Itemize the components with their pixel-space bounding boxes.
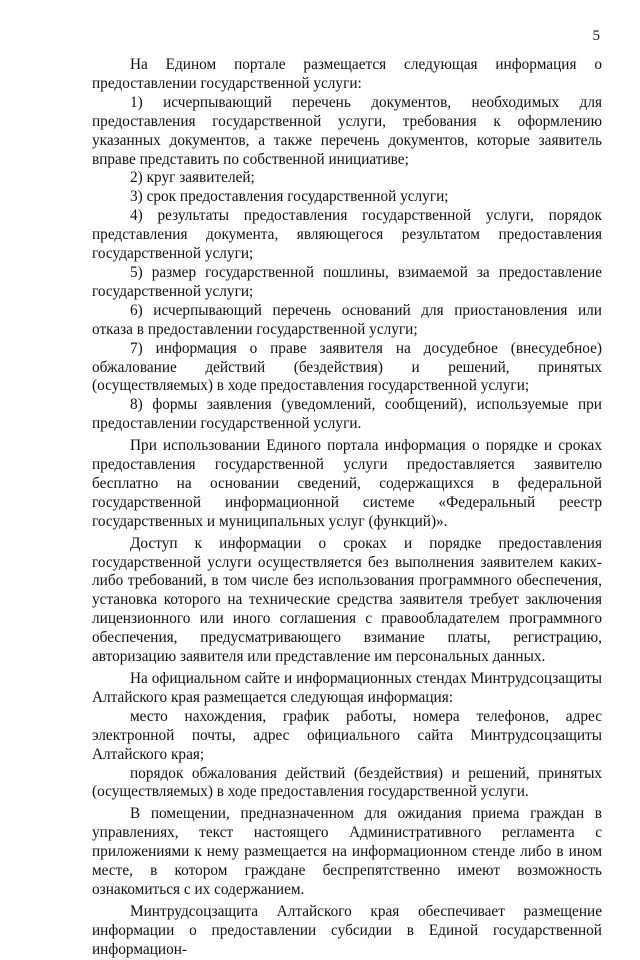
list-item: 4) результаты предоставления государственной услуги, порядок представления документа, являющегося результатом предоставления государственной услуги; [92, 207, 602, 263]
list-item: 1) исчерпывающий перечень документов, необходимых для предоставления государственной услуги, требования к оформлению указанных документов, а также перечень документов, которые заявитель вправе представить по собственной инициативе; [92, 93, 602, 168]
paragraph: При использовании Единого портала информация о порядке и сроках предоставления государственной услуги предоставляется заявителю бесплатно на основании сведений, содержащихся в федеральной государственной информационной системе «Федеральный реестр государственных и муниципальных услуг (функций)». [92, 437, 602, 530]
paragraph: На официальном сайте и информационных стендах Минтрудсоцзащиты Алтайского края размещается следующая информация: [92, 670, 602, 706]
list-item: порядок обжалования действий (бездействия) и решений, принятых (осуществляемых) в ходе предоставления государственной услуги. [92, 764, 602, 801]
document-body [92, 56, 602, 960]
paragraph: Минтрудсоцзащита Алтайского края обеспечивает размещение информации о предоставлении субсидии в Единой государственной информацион- [92, 902, 602, 958]
paragraph: В помещении, предназначенном для ожидания приема граждан в управлениях, текст настоящего Административного регламента с приложениями к нему размещается на информационном стенде либо в ином месте, в котором граждане беспрепятственно имеют возможность ознакомиться с их содержанием. [92, 805, 602, 898]
list-item: место нахождения, график работы, номера телефонов, адрес электронной почты, адрес официального сайта Минтрудсоцзащиты Алтайского края; [92, 707, 602, 763]
list-item: 5) размер государственной пошлины, взимаемой за предоставление государственной услуги; [92, 263, 602, 300]
list-item: 7) информация о праве заявителя на досудебное (внесудебное) обжалование действий (бездействия) и решений, принятых (осуществляемых) в ходе предоставления государственной услуги; [92, 339, 602, 395]
list-item: 3) срок предоставления государственной услуги; [130, 188, 449, 206]
list-item: 2) круг заявителей; [130, 169, 255, 187]
list-item: 8) формы заявления (уведомлений, сообщений), используемые при предоставлении государственной услуги. [92, 396, 602, 433]
page-number: 5 [592, 28, 600, 44]
paragraph: Доступ к информации о сроках и порядке предоставления государственной услуги осуществляется без выполнения заявителем каких-либо требований, в том числе без использования программного обеспечения, установка которого на технические средства заявителя требует заключения лицензионного или иного соглашения с правообладателем программного обеспечения, предусматривающего взимание платы, регистрацию, авторизацию заявителя или представление им персональных данных. [92, 534, 602, 666]
paragraph: На Едином портале размещается следующая информация о предоставлении государственной услуги: [92, 56, 602, 92]
list-item: 6) исчерпывающий перечень оснований для приостановления или отказа в предоставлении государственной услуги; [92, 301, 602, 338]
